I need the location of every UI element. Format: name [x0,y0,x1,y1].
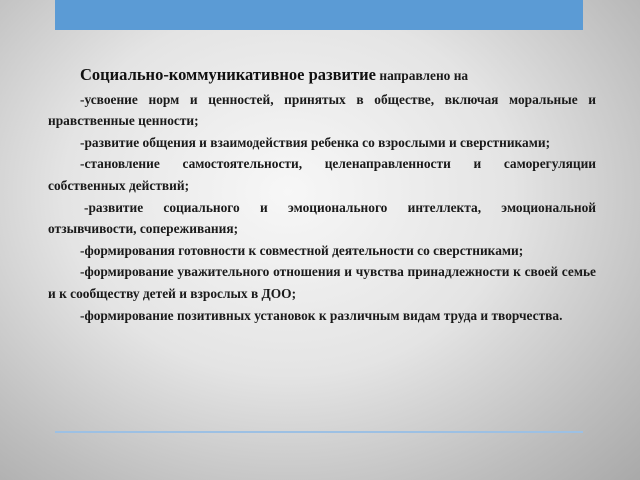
list-item: -развитие общения и взаимодействия ребенка со взрослыми и сверстниками; [80,134,551,150]
list-item: -формирования готовности к совместной деятельности со сверстниками; [80,242,524,258]
footer-line [55,431,583,433]
title-main: Социально-коммуникативное развитие [80,65,376,84]
slide-title [48,64,596,87]
list-item: -развитие социального и эмоционального интеллекта, эмоциональной отзывчивости, сопереживания; [48,199,596,237]
header-bar [55,0,583,30]
list-item: -формирование позитивных установок к различным видам труда и творчества. [80,307,563,323]
slide-content [48,64,596,326]
list-item: -становление самостоятельности, целенаправленности и саморегуляции собственных действий; [48,156,596,193]
title-rest: направлено на [379,68,469,83]
list-item: -усвоение норм и ценностей, принятых в обществе, включая моральные и нравственные ценности; [48,91,596,129]
list-item: -формирование уважительного отношения и чувства принадлежности к своей семье и к сообществу детей и взрослых в ДОО; [48,264,596,301]
